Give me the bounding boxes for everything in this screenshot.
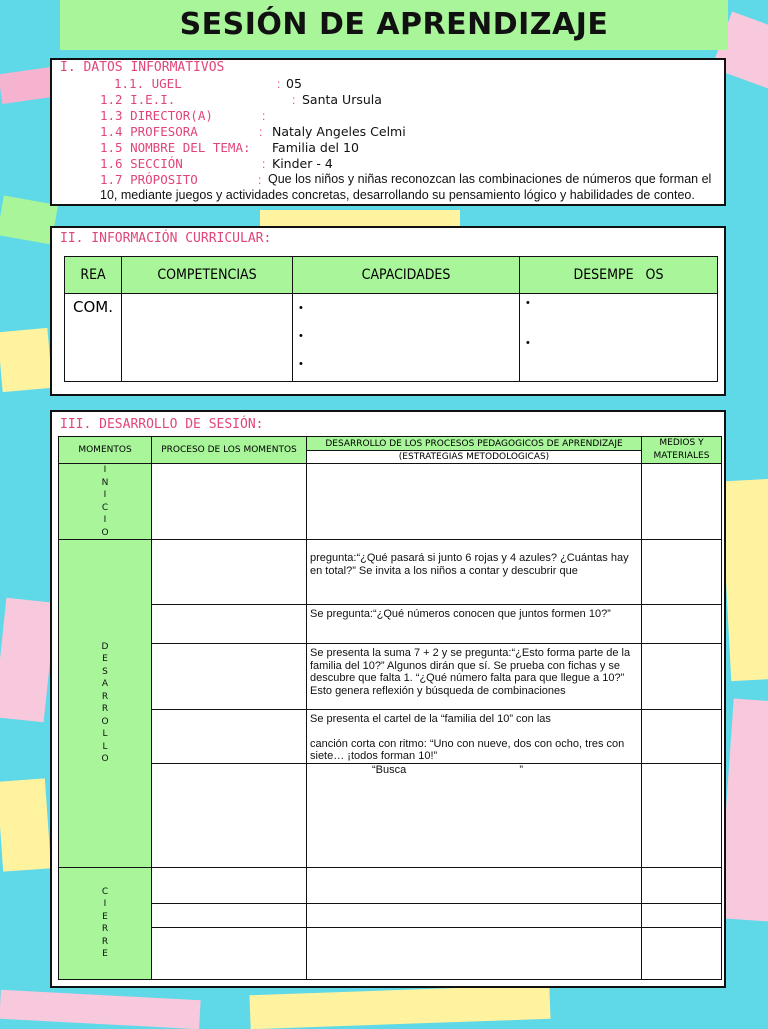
inicio-l0: I (103, 465, 107, 475)
des-text-5b: ” (519, 763, 523, 776)
inicio-estrategias (307, 464, 642, 540)
des-l2: S (102, 666, 108, 677)
des-l7: L (102, 729, 108, 740)
bg-pink-bottom (0, 990, 201, 1029)
cie-proceso-3 (152, 927, 307, 979)
inicio-proceso (152, 464, 307, 540)
value-iei: Santa Ursula (302, 92, 382, 107)
label-ugel: 1.1. UGEL (114, 76, 182, 91)
des-proceso-3 (152, 644, 307, 710)
datos-heading: I. DATOS INFORMATIVOS (60, 60, 225, 75)
header-desempenos: DESEMPE OS (520, 257, 718, 294)
label-proposito: 1.7 PRÓPOSITO (100, 172, 198, 187)
des-l8: L (102, 741, 108, 752)
bullet-cap-2: • (299, 330, 303, 342)
colon-director: : (262, 109, 266, 123)
header-momentos: MOMENTOS (59, 437, 152, 464)
colon-proposito: : (258, 173, 262, 187)
des-text-4b: canción corta con ritmo: “Uno con nueve, dos con ocho, tres con siete… ¡todos forman 10!” (310, 737, 625, 762)
des-text-1: pregunta:“¿Qué pasará si junto 6 rojas y 4 azules? ¿Cuántas hay en total?” Se invita a los niños a contar y descubrir que (307, 540, 642, 605)
bullet-des-2: • (526, 337, 530, 349)
label-iei: 1.2 I.E.I. (100, 92, 176, 107)
bg-yellow-strip (0, 328, 53, 392)
page-title: SESIÓN DE APRENDIZAJE (60, 0, 728, 50)
des-text-5 (307, 763, 642, 867)
des-l3: A (101, 679, 109, 690)
cie-l3: R (101, 924, 109, 934)
curricular-heading: II. INFORMACIÓN CURRICULAR: (60, 231, 272, 246)
des-l0: D (101, 641, 109, 652)
colon-profesora: : (259, 125, 263, 139)
cie-text-3 (307, 927, 642, 979)
cie-l5: E (102, 949, 108, 959)
cie-medios-2 (642, 903, 722, 927)
value-seccion: Kinder - 4 (272, 156, 333, 171)
des-l5: R (101, 704, 109, 715)
inicio-l5: O (101, 527, 109, 538)
curricular-table (64, 256, 718, 382)
header-capacidades: CAPACIDADES (293, 257, 520, 294)
bg-yellow-strip-3 (721, 479, 768, 681)
value-profesora: Nataly Angeles Celmi (272, 124, 406, 139)
moment-inicio (59, 464, 152, 540)
inicio-l2: I (103, 490, 107, 500)
desarrollo-table (58, 436, 722, 980)
header-desarrollo: DESARROLLO DE LOS PROCESOS PEDAGOGICOS DE APRENDIZAJE (307, 437, 642, 451)
moment-desarrollo (59, 540, 152, 868)
header-area: REA (65, 257, 122, 294)
des-text-2: Se pregunta:“¿Qué números conocen que juntos formen 10?” (307, 605, 642, 644)
cie-proceso-1 (152, 867, 307, 903)
des-medios-2 (642, 605, 722, 644)
cell-capacidades (293, 294, 520, 382)
des-proceso-5 (152, 763, 307, 867)
cie-l1: I (103, 899, 107, 909)
header-estrategias: (ESTRATEGIAS METODOLOGICAS) (307, 451, 642, 464)
cie-proceso-2 (152, 903, 307, 927)
bg-pink-strip-2 (0, 598, 56, 723)
value-ugel: 05 (286, 76, 302, 91)
inicio-l4: I (103, 515, 107, 525)
cell-area: COM. (65, 294, 122, 382)
des-proceso-1 (152, 540, 307, 605)
datos-panel (50, 58, 726, 206)
label-profesora: 1.4 PROFESORA (100, 124, 198, 139)
inicio-l1: N (101, 477, 109, 488)
des-medios-5 (642, 763, 722, 867)
cie-text-2 (307, 903, 642, 927)
des-text-4 (307, 710, 642, 764)
cie-medios-3 (642, 927, 722, 979)
des-text-3: Se presenta la suma 7 + 2 y se pregunta:“¿Esto forma parte de la familia del 10?” Algunos dirán que sí. Se prueba con fichas y se descubre que falta 1. “¿Qué número falta para que llegue a 10?” Esto genera reflexión y búsqueda de combinaciones (307, 644, 642, 710)
curricular-panel (50, 226, 726, 396)
header-competencias: COMPETENCIAS (122, 257, 293, 294)
des-medios-1 (642, 540, 722, 605)
colon-ugel: : (277, 77, 281, 91)
bullet-des-1: • (526, 297, 530, 309)
cie-medios-1 (642, 867, 722, 903)
des-l1: E (102, 654, 108, 665)
cie-text-1 (307, 867, 642, 903)
des-proceso-4 (152, 710, 307, 764)
des-l9: O (101, 754, 109, 765)
cie-l2: E (102, 911, 108, 922)
colon-iei: : (292, 93, 296, 107)
value-proposito-line2: 10, mediante juegos y actividades concretas, desarrollando su pensamiento lógico y habilidades de conteo. (100, 188, 695, 202)
inicio-medios (642, 464, 722, 540)
cie-l4: R (101, 936, 109, 947)
des-text-4a: Se presenta el cartel de la “familia del 10” con las (310, 713, 551, 725)
value-tema: Familia del 10 (272, 140, 359, 155)
value-proposito: Que los niños y niñas reconozcan las combinaciones de números que forman el (268, 172, 712, 186)
des-l6: O (101, 716, 109, 727)
cie-l0: C (101, 886, 109, 897)
bullet-cap-1: • (299, 302, 303, 314)
desarrollo-heading: III. DESARROLLO DE SESIÓN: (60, 417, 264, 432)
inicio-l3: C (101, 502, 109, 513)
des-proceso-2 (152, 605, 307, 644)
label-seccion: 1.6 SECCIÓN (100, 156, 183, 171)
moment-cierre (59, 867, 152, 979)
bg-yellow-strip-2 (0, 778, 51, 871)
des-l4: R (101, 691, 109, 702)
cell-competencias (122, 294, 293, 382)
bullet-cap-3: • (299, 358, 303, 370)
des-text-5a: “Busca (372, 763, 407, 776)
header-proceso: PROCESO DE LOS MOMENTOS (152, 437, 307, 464)
bg-yellow-bottom (249, 985, 550, 1029)
header-medios: MEDIOS Y MATERIALES (642, 437, 722, 464)
label-director: 1.3 DIRECTOR(A) (100, 108, 213, 123)
des-medios-3 (642, 644, 722, 710)
label-tema: 1.5 NOMBRE DEL TEMA: (100, 140, 251, 155)
desarrollo-panel (50, 410, 726, 988)
cell-desempenos (520, 294, 718, 382)
des-medios-4 (642, 710, 722, 764)
colon-seccion: : (262, 157, 266, 171)
